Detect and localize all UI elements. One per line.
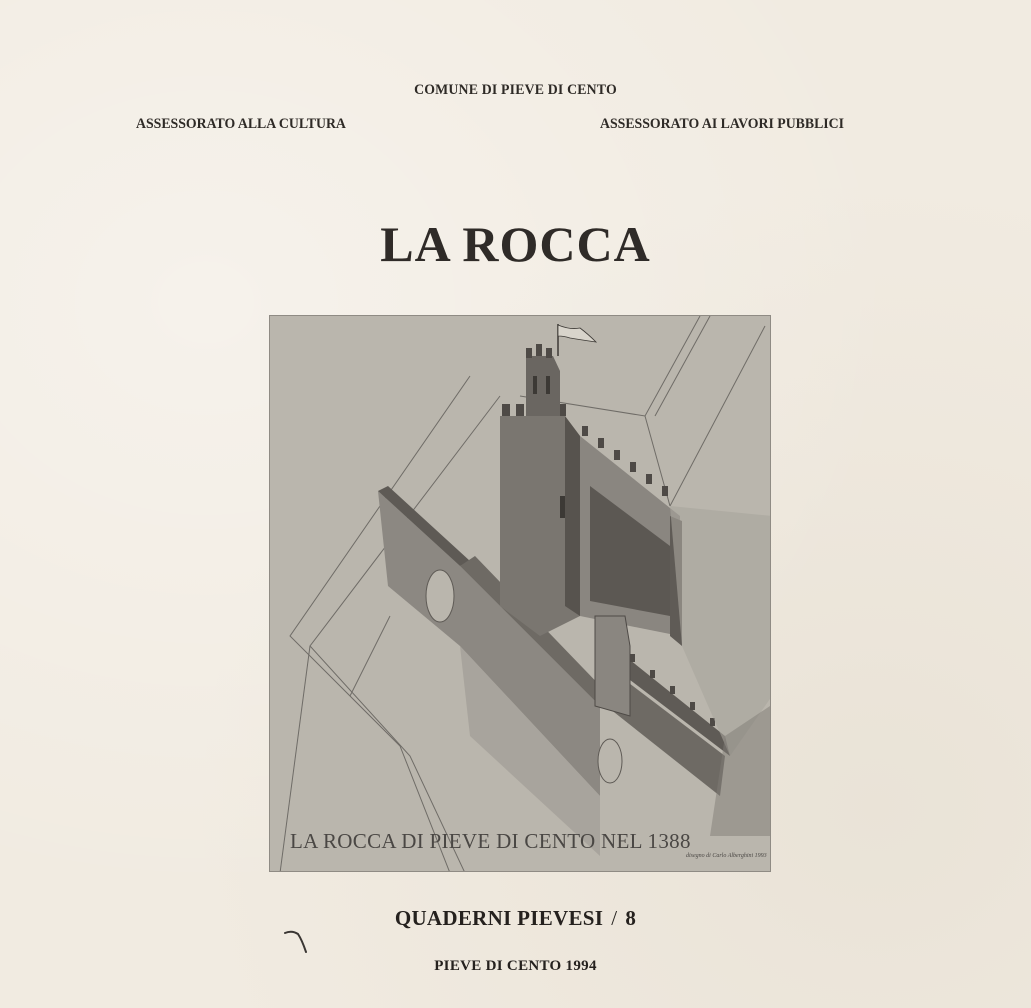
series-name: QUADERNI PIEVESI bbox=[394, 906, 604, 930]
department-culture: ASSESSORATO ALLA CULTURA bbox=[136, 116, 346, 132]
series-title bbox=[0, 906, 1031, 931]
publisher-name: COMUNE DI PIEVE DI CENTO bbox=[414, 82, 617, 98]
book-title: LA ROCCA bbox=[380, 216, 651, 272]
castle-illustration bbox=[269, 315, 771, 872]
artist-signature: disegno di Carlo Alberghini 1993 bbox=[686, 853, 767, 859]
series-number: 8 bbox=[625, 906, 637, 930]
illustration-caption: LA ROCCA DI PIEVE DI CENTO NEL 1388 bbox=[290, 829, 691, 853]
castle-drawing-icon bbox=[270, 316, 771, 872]
series-separator: / bbox=[611, 906, 618, 930]
publication-imprint: PIEVE DI CENTO 1994 bbox=[434, 958, 597, 974]
stray-pen-mark-icon bbox=[284, 930, 314, 960]
department-public-works: ASSESSORATO AI LAVORI PUBBLICI bbox=[600, 116, 845, 132]
